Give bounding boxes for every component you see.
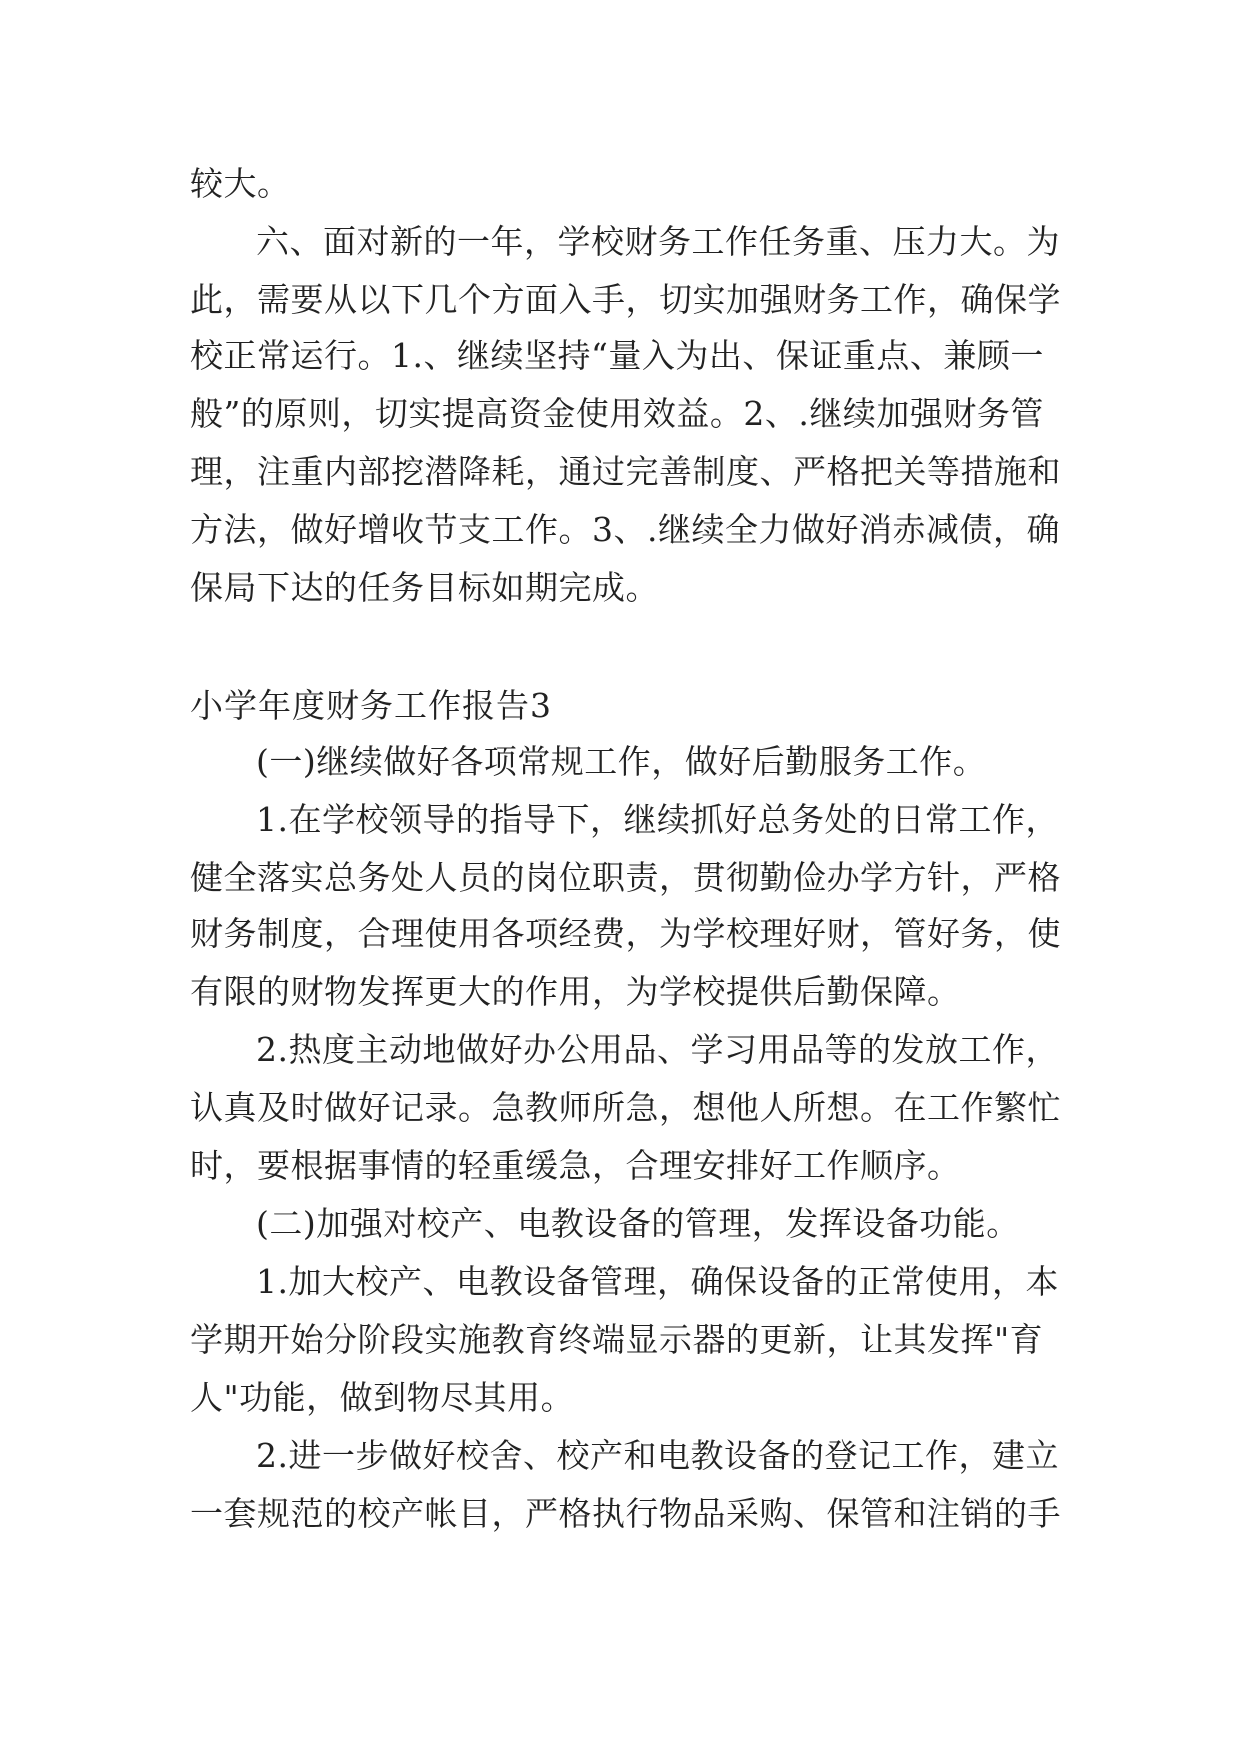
- paragraph-line: 学期开始分阶段实施教育终端显示器的更新，让其发挥"育: [190, 1320, 1044, 1359]
- paragraph-line: 保局下达的任务目标如期完成。: [190, 568, 659, 607]
- paragraph-line: 1.加大校产、电教设备管理，确保设备的正常使用，本: [256, 1262, 1059, 1301]
- paragraph-line: 人"功能，做到物尽其用。: [190, 1378, 575, 1417]
- paragraph-line: (一)继续做好各项常规工作，做好后勤服务工作。: [256, 742, 987, 781]
- paragraph-line: 2.热度主动地做好办公用品、学习用品等的发放工作，: [256, 1030, 1059, 1069]
- paragraph-line: 有限的财物发挥更大的作用，为学校提供后勤保障。: [190, 972, 961, 1011]
- paragraph-line: 财务制度，合理使用各项经费，为学校理好财，管好务，使: [190, 914, 1061, 953]
- paragraph-line: 般”的原则，切实提高资金使用效益。2、.继续加强财务管: [190, 394, 1044, 433]
- paragraph-line: 2.进一步做好校舍、校产和电教设备的登记工作，建立: [256, 1436, 1059, 1475]
- paragraph-line: 1.在学校领导的指导下，继续抓好总务处的日常工作，: [256, 800, 1059, 839]
- paragraph-line: 六、面对新的一年，学校财务工作任务重、压力大。为: [256, 222, 1060, 261]
- paragraph-line: 较大。: [190, 164, 291, 203]
- paragraph-line: 认真及时做好记录。急教师所急，想他人所想。在工作繁忙: [190, 1088, 1061, 1127]
- paragraph-line: 一套规范的校产帐目，严格执行物品采购、保管和注销的手: [190, 1494, 1061, 1533]
- paragraph-line: 此，需要从以下几个方面入手，切实加强财务工作，确保学: [190, 280, 1061, 319]
- paragraph-line: 方法，做好增收节支工作。3、.继续全力做好消赤减债，确: [190, 510, 1060, 549]
- paragraph-line: 时，要根据事情的轻重缓急，合理安排好工作顺序。: [190, 1146, 961, 1185]
- paragraph-line: (二)加强对校产、电教设备的管理，发挥设备功能。: [256, 1204, 1020, 1243]
- paragraph-line: 健全落实总务处人员的岗位职责，贯彻勤俭办学方针，严格: [190, 858, 1061, 897]
- paragraph-line: 理，注重内部挖潜降耗，通过完善制度、严格把关等措施和: [190, 452, 1061, 491]
- section-title: 小学年度财务工作报告3: [190, 686, 552, 725]
- paragraph-line: 校正常运行。1.、继续坚持“量入为出、保证重点、兼顾一: [190, 336, 1044, 375]
